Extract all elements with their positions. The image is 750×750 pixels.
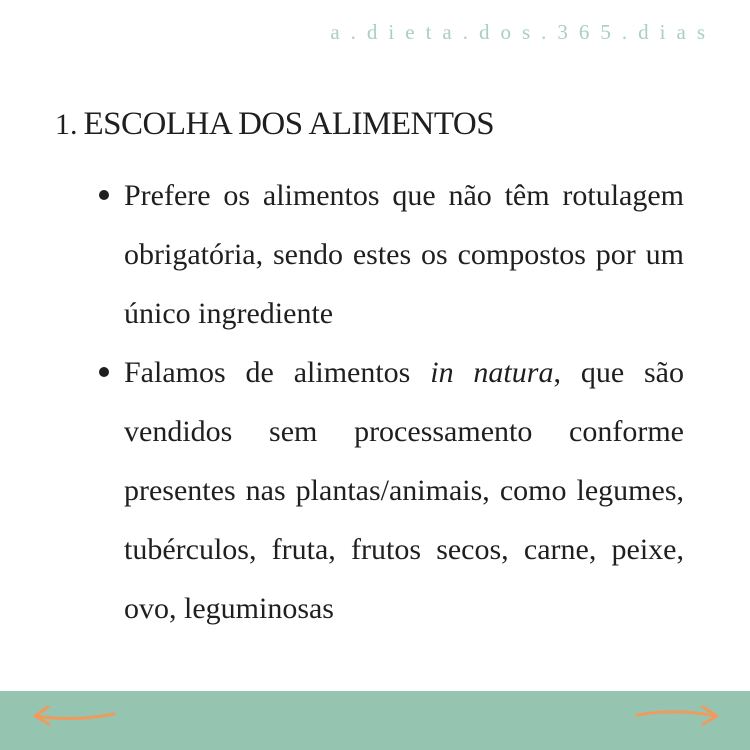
section-title: ESCOLHA DOS ALIMENTOS [83, 106, 495, 142]
section-number: 1. [55, 108, 78, 141]
bullet-text: Prefere os alimentos que não têm rotulagem obrigatória, sendo estes os compostos por um único ingrediente [124, 179, 684, 330]
bullet-text-after: , que são vendidos sem processamento conforme presentes nas plantas/animais, como legumes, tubérculos, fruta, frutos secos, carne, peixe, ovo, leguminosas [124, 356, 684, 625]
section-heading [55, 104, 494, 145]
arrow-left-icon[interactable] [30, 703, 120, 727]
bullet-list [124, 166, 684, 638]
bullet-item-1 [124, 166, 684, 343]
bullet-dot [99, 190, 109, 200]
brand-handle: a.dieta.dos.365.dias [330, 20, 716, 44]
arrow-right-icon[interactable] [632, 703, 722, 727]
bullet-text-before: Falamos de alimentos [124, 356, 431, 389]
bullet-item-2 [124, 343, 684, 638]
bullet-dot [99, 367, 109, 377]
bullet-text-italic: in natura [430, 356, 554, 389]
footer-bar [0, 691, 750, 750]
